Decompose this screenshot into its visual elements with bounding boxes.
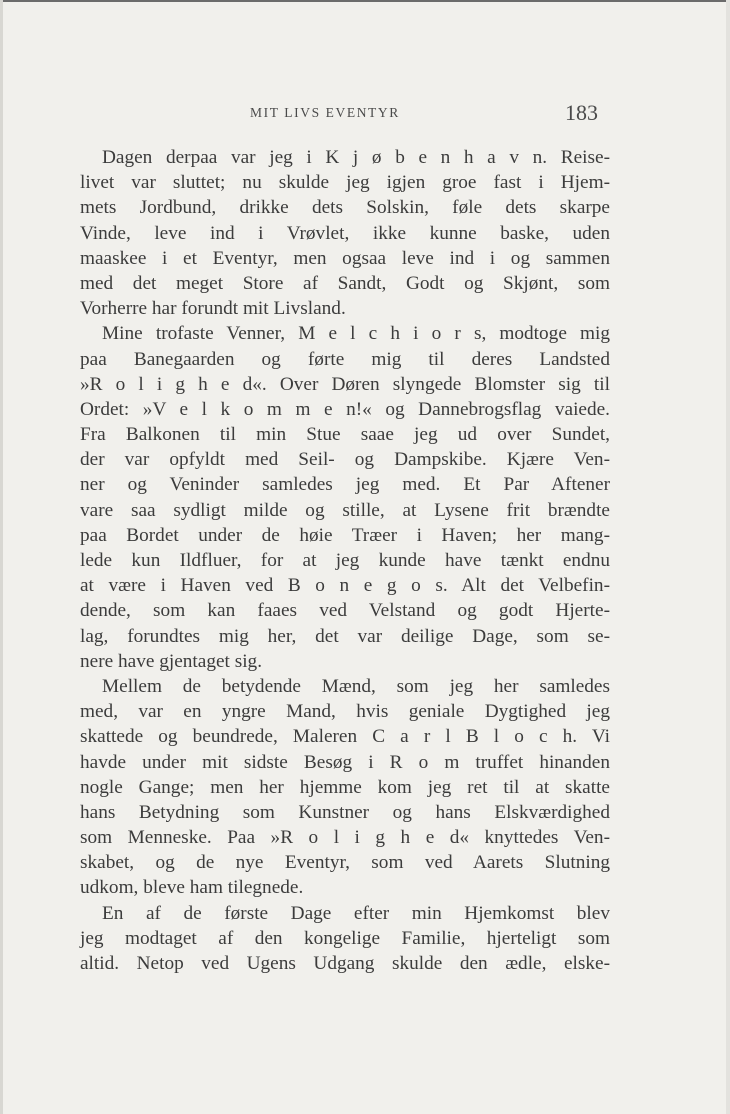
text-line: nere have gjentaget sig. — [80, 650, 263, 672]
text-line: ner og Veninder samledes jeg med. Et Par Aftener — [80, 474, 610, 496]
body-text — [80, 145, 610, 976]
text-line: maaskee i et Eventyr, men ogsaa leve ind i og sammen — [80, 247, 610, 269]
text-line: lede kun Ildfluer, for at jeg kunde have tænkt endnu — [80, 550, 610, 571]
text-line: der var opfyldt med Seil- og Dampskibe. Kjære Ven- — [80, 449, 610, 471]
text-line: Ordet: »V e l k o m m e n!« og Dannebrogsflag vaiede. — [80, 398, 610, 420]
text-line: Fra Balkonen til min Stue saae jeg ud over Sundet, — [80, 424, 610, 446]
text-line: paa Banegaarden og førte mig til deres Landsted — [80, 348, 610, 370]
text-line: havde under mit sidste Besøg i R o m truffet hinanden — [80, 751, 610, 773]
text-line: Vinde, leve ind i Vrøvlet, ikke kunne baske, uden — [80, 222, 610, 244]
left-page-edge — [0, 0, 3, 1114]
page-number: 183 — [565, 100, 598, 125]
right-page-edge — [726, 0, 730, 1114]
text-line: dende, som kan faaes ved Velstand og godt Hjerte- — [80, 600, 610, 622]
text-line: udkom, bleve ham tilegnede. — [80, 877, 304, 899]
text-line: »R o l i g h e d«. Over Døren slyngede Blomster sig til — [80, 373, 610, 395]
text-line: mets Jordbund, drikke dets Solskin, føle dets skarpe — [80, 197, 610, 219]
text-line: Mellem de betydende Mænd, som jeg her samledes — [102, 675, 610, 697]
running-title: MIT LIVS EVENTYR — [250, 105, 400, 120]
running-head — [80, 100, 610, 130]
text-line: at være i Haven ved B o n e g o s. Alt det Velbefin- — [80, 575, 610, 597]
text-line: altid. Netop ved Ugens Udgang skulde den ædle, elske- — [80, 953, 610, 974]
text-line: vare saa sydligt milde og stille, at Lysene frit brændte — [80, 499, 610, 521]
text-line: jeg modtaget af den kongelige Familie, hjerteligt som — [80, 927, 610, 949]
text-line: skattede og beundrede, Maleren C a r l B l o c h. Vi — [80, 726, 610, 748]
text-line: hans Betydning som Kunstner og hans Elskværdighed — [80, 801, 610, 823]
text-line: Vorherre har forundt mit Livsland. — [80, 298, 346, 320]
text-line: som Menneske. Paa »R o l i g h e d« knyttedes Ven- — [80, 827, 610, 849]
text-line: Mine trofaste Venner, M e l c h i o r s, modtoge mig — [102, 323, 610, 345]
text-line: paa Bordet under de høie Træer i Haven; her mang- — [80, 524, 610, 546]
text-line: Dagen derpaa var jeg i K j ø b e n h a v n. Reise- — [102, 147, 610, 168]
text-line: nogle Gange; men her hjemme kom jeg ret til at skatte — [80, 776, 610, 798]
text-line: med, var en yngre Mand, hvis geniale Dygtighed jeg — [80, 701, 610, 723]
text-line: lag, forundtes mig her, det var deilige Dage, som se- — [80, 625, 610, 647]
text-line: En af de første Dage efter min Hjemkomst blev — [102, 902, 610, 924]
text-line: skabet, og de nye Eventyr, som ved Aarets Slutning — [80, 852, 610, 874]
top-scan-border — [0, 0, 730, 2]
text-line: livet var sluttet; nu skulde jeg igjen groe fast i Hjem- — [80, 172, 610, 194]
text-line: med det meget Store af Sandt, Godt og Skjønt, som — [80, 272, 610, 294]
